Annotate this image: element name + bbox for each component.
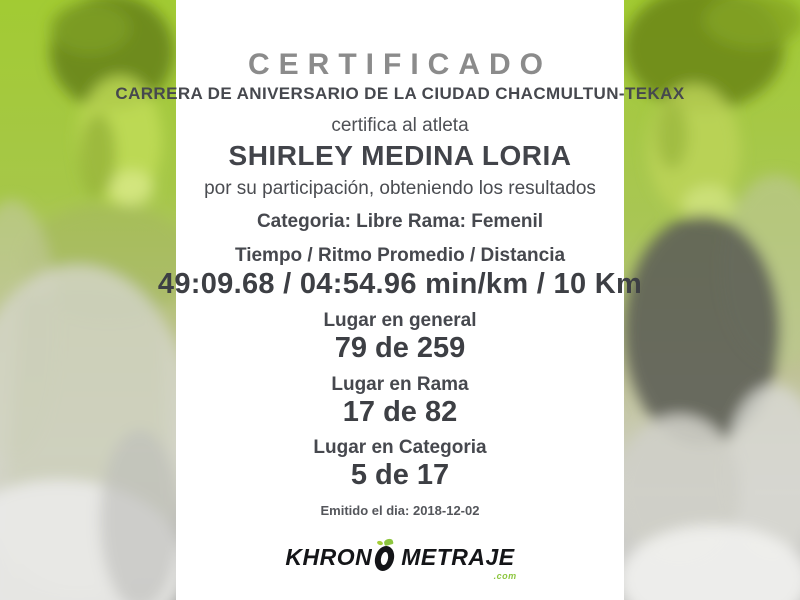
athlete-name: SHIRLEY MEDINA LORIA	[228, 140, 572, 171]
logo-tld: .com	[493, 570, 517, 581]
logo-text-left: KHRON	[285, 543, 373, 570]
logo-text-right: METRAJE	[401, 543, 515, 570]
participation-text: por su participación, obteniendo los resultados	[204, 178, 596, 199]
certifies-text: certifica al atleta	[331, 115, 469, 136]
placement-category-value: 5 de 17	[350, 459, 450, 491]
category-line: Categoria: Libre Rama: Femenil	[256, 211, 544, 232]
event-name: CARRERA DE ANIVERSARIO DE LA CIUDAD CHACMULTUN-TEKAX	[115, 84, 685, 103]
placement-overall-label: Lugar en general	[323, 310, 477, 331]
results-header: Tiempo / Ritmo Promedio / Distancia	[234, 245, 566, 266]
placement-overall-value: 79 de 259	[334, 332, 466, 364]
results-values: 49:09.68 / 04:54.96 min/km / 10 Km	[157, 268, 643, 300]
placement-gender-label: Lugar en Rama	[331, 374, 469, 395]
placement-gender-value: 17 de 82	[342, 396, 458, 428]
stopwatch-o-icon	[373, 543, 400, 574]
certificate-title: CERTIFICADO	[248, 48, 552, 81]
khronometraje-logo	[0, 537, 800, 581]
issued-date: Emitido el dia: 2018-12-02	[320, 503, 480, 518]
placement-category-label: Lugar en Categoria	[313, 437, 487, 458]
